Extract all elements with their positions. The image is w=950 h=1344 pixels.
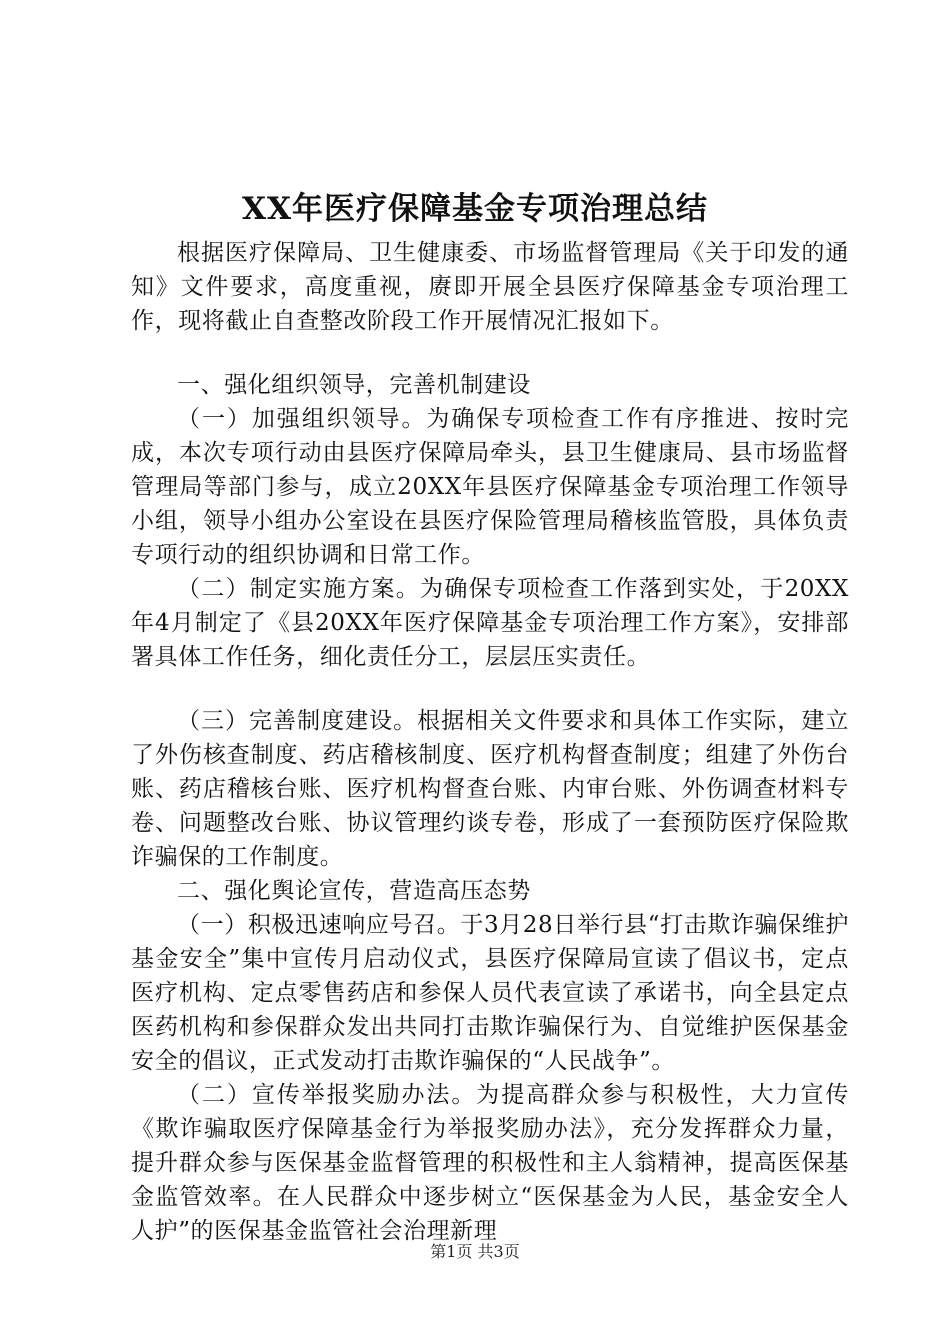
paragraph-1-3: （三）完善制度建设。根据相关文件要求和具体工作实际，建立了外伤核查制度、药店稽核制度、医疗机构督查制度；组建了外伤台账、药店稽核台账、医疗机构督查台账、内审台账、外伤调查材料专卷、问题整改台账、协议管理约谈专卷，形成了一套预防医疗保险欺诈骗保的工作制度。 (131, 708, 849, 870)
section-heading-2: 二、强化舆论宣传，营造高压态势 (177, 878, 531, 904)
paragraph-1-1: （一）加强组织领导。为确保专项检查工作有序推进、按时完成，本次专项行动由县医疗保障局牵头，县卫生健康局、县市场监督管理局等部门参与，成立20XX年县医疗保障基金专项治理工作领导小组，领导小组办公室设在县医疗保险管理局稽核监管股，具体负责专项行动的组织协调和日常工作。 (131, 406, 849, 568)
section-heading-1: 一、强化组织领导，完善机制建设 (177, 372, 531, 398)
paragraph-1-2: （二）制定实施方案。为确保专项检查工作落到实处，于20XX年4月制定了《县20XX年医疗保障基金专项治理工作方案》，安排部署具体工作任务，细化责任分工，层层压实责任。 (131, 576, 849, 670)
document-title: XX年医疗保障基金专项治理总结 (241, 191, 709, 227)
paragraph-2-1: （一）积极迅速响应号召。于3月28日举行县“打击欺诈骗保维护基金安全”集中宣传月启动仪式，县医疗保障局宣读了倡议书，定点医疗机构、定点零售药店和参保人员代表宣读了承诺书，向全县定点医药机构和参保群众发出共同打击欺诈骗保行为、自觉维护医保基金安全的倡议，正式发动打击欺诈骗保的“人民战争”。 (131, 912, 849, 1074)
page-number-footer: 第1页 共3页 (430, 1242, 520, 1261)
intro-paragraph: 根据医疗保障局、卫生健康委、市场监督管理局《关于印发的通知》文件要求，高度重视，赓即开展全县医疗保障基金专项治理工作，现将截止自查整改阶段工作开展情况汇报如下。 (131, 240, 849, 334)
document-body (131, 236, 849, 1248)
paragraph-2-2: （二）宣传举报奖励办法。为提高群众参与积极性，大力宣传《欺诈骗取医疗保障基金行为举报奖励办法》，充分发挥群众力量，提升群众参与医保基金监督管理的积极性和主人翁精神，提高医保基金监管效率。在人民群众中逐步树立“医保基金为人民，基金安全人人护”的医保基金监管社会治理新理 (131, 1082, 849, 1244)
